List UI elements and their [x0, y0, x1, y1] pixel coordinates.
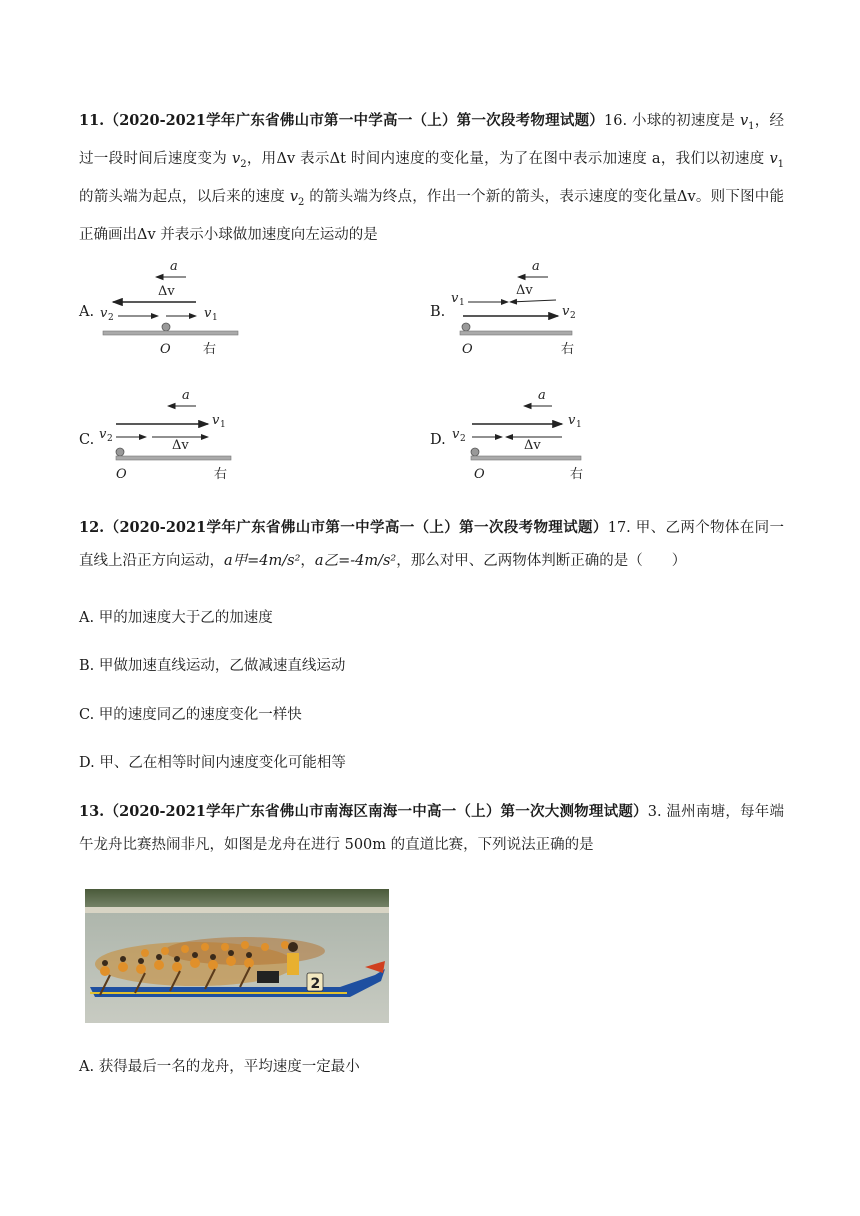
q12-a-yi: a乙=-4m/s²	[314, 553, 397, 569]
svg-text:O: O	[474, 467, 485, 482]
svg-text:Δv: Δv	[172, 438, 189, 453]
boat-number: 2	[310, 976, 321, 992]
svg-text:Δv: Δv	[516, 283, 533, 298]
svg-text:v: v	[204, 306, 212, 321]
q12-a-jia: a甲=4m/s²	[224, 553, 301, 569]
dragon-boat-photo	[85, 889, 389, 1023]
svg-text:O: O	[160, 342, 171, 357]
svg-text:Δv: Δv	[158, 284, 175, 299]
q11-option-a-figure	[98, 255, 248, 364]
svg-text:v: v	[451, 291, 459, 306]
q12-source: （2020-2021学年广东省佛山市第一中学高一（上）第一次段考物理试题）	[104, 519, 608, 536]
q12-option-b: B. 甲做加速直线运动，乙做减速直线运动	[79, 658, 346, 674]
q11-option-c-label: C.	[79, 432, 95, 448]
svg-text:2: 2	[570, 311, 576, 321]
question-13: 13.（2020-2021学年广东省佛山市南海区南海一中高一（上）第一次大测物理试题）3. 温州南塘，每年端午龙舟比赛热闹非凡，如图是龙舟在进行 500m 的直道比赛，下列说法正确的是	[79, 803, 784, 853]
svg-text:O: O	[116, 467, 127, 482]
svg-text:v: v	[212, 413, 220, 428]
svg-text:v: v	[568, 413, 576, 428]
q11-number: 11.	[79, 112, 105, 129]
q11-option-d-label: D.	[430, 432, 446, 448]
q13-source: （2020-2021学年广东省佛山市南海区南海一中高一（上）第一次大测物理试题）	[104, 803, 648, 820]
q11-option-d-figure	[450, 385, 600, 494]
svg-text:v: v	[562, 304, 570, 319]
svg-text:v: v	[452, 427, 460, 442]
question-11: 11.（2020-2021学年广东省佛山市第一中学高一（上）第一次段考物理试题）16. 小球的初速度是 $v_1$，经过一段时间后速度变为 $v_2$，用Δv 表示Δt 时间内速度的变化量，为了在图中表示加速度 a，我们以初速度 $v_1$ 的箭头端为起点，以后来的速度 $v_2$ 的箭头端为终点，作出一个新的箭头，表示速度的变化量Δv。则下图中能正确画出Δv 并表示小球做加速度向左运动的是	[79, 112, 785, 243]
q11-source: （2020-2021学年广东省佛山市第一中学高一（上）第一次段考物理试题）	[104, 112, 605, 129]
svg-text:右: 右	[570, 467, 584, 482]
svg-text:a: a	[182, 388, 190, 403]
svg-text:1: 1	[459, 298, 465, 308]
q12-option-a: A. 甲的加速度大于乙的加速度	[79, 610, 273, 626]
svg-text:2: 2	[107, 434, 113, 444]
q11-option-b-figure	[448, 255, 598, 364]
q13-number: 13.	[79, 803, 105, 820]
svg-text:1: 1	[576, 420, 582, 430]
svg-text:1: 1	[220, 420, 226, 430]
q13-option-a: A. 获得最后一名的龙舟，平均速度一定最小	[79, 1059, 360, 1075]
svg-text:Δv: Δv	[524, 438, 541, 453]
svg-text:2: 2	[460, 434, 466, 444]
question-12: 12.（2020-2021学年广东省佛山市第一中学高一（上）第一次段考物理试题）17. 甲、乙两个物体在同一直线上沿正方向运动，a甲=4m/s²，a乙=-4m/s²，那么对甲、乙两物体判断正确的是（ ）	[79, 519, 784, 569]
svg-text:2: 2	[108, 313, 114, 323]
svg-text:a: a	[170, 259, 178, 274]
q11-option-b-label: B.	[430, 304, 446, 320]
q12-number: 12.	[79, 519, 105, 536]
q11-option-a-label: A.	[79, 304, 95, 320]
svg-text:a: a	[538, 388, 546, 403]
q11-option-c-figure	[96, 385, 246, 494]
svg-text:右: 右	[561, 342, 575, 357]
svg-text:a: a	[532, 259, 540, 274]
svg-text:右: 右	[214, 467, 228, 482]
svg-text:O: O	[462, 342, 473, 357]
q12-option-d: D. 甲、乙在相等时间内速度变化可能相等	[79, 755, 346, 771]
svg-text:1: 1	[212, 313, 218, 323]
q12-option-c: C. 甲的速度同乙的速度变化一样快	[79, 707, 302, 723]
svg-text:右: 右	[203, 342, 217, 357]
svg-text:v: v	[99, 427, 107, 442]
svg-text:v: v	[100, 306, 108, 321]
